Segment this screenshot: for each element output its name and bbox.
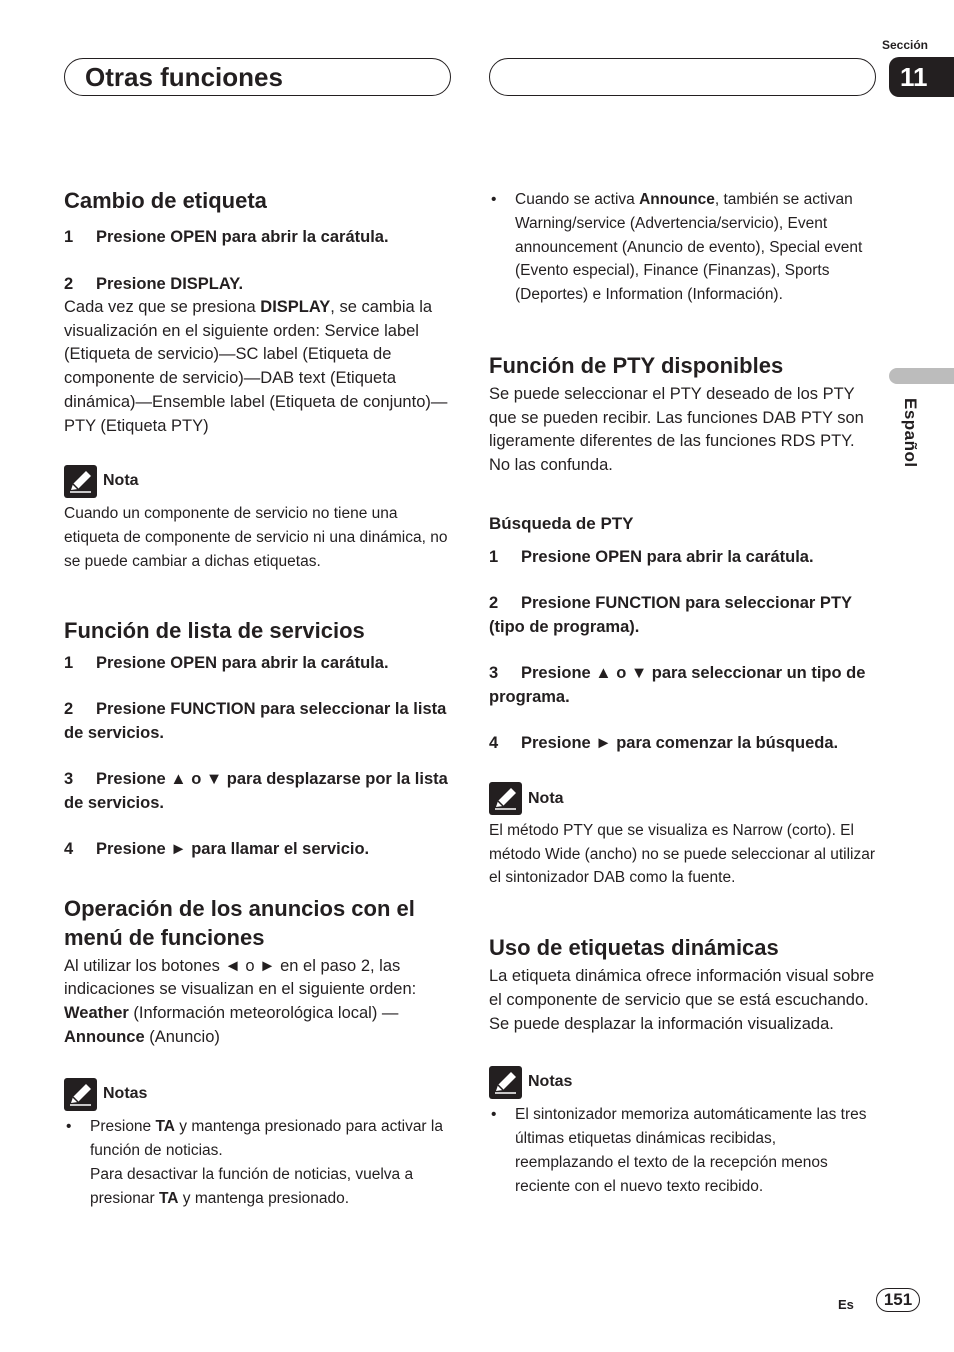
body-text: Al utilizar los botones ◄ o ► en el paso 2, las indicaciones se visualizan en el siguiente orden: [64,956,417,999]
step-1: 1 Presione OPEN para abrir la carátula. [489,547,814,566]
section-label: Sección [881,38,928,52]
right-column [489,188,877,1198]
subheading-busqueda-pty: Búsqueda de PTY [489,513,634,533]
note-text: Cuando un componente de servicio no tiene una etiqueta de componente de servicio ni una dinámica, no se puede cambiar a dichas etiquetas. [64,505,448,570]
footer-language: Es [838,1297,854,1312]
step-4: 4 Presione ► para llamar el servicio. [64,840,370,859]
order-text: Weather (Información meteorológica local) —Announce (Anuncio) [64,1004,399,1046]
note-label: Nota [528,789,564,807]
page-number: 151 [876,1288,920,1312]
body-text: Se puede seleccionar el PTY deseado de los PTY que se pueden recibir. Las funciones DAB PTY son ligeramente diferentes de las funciones RDS PTY. No las confunda. [489,384,864,475]
note-header [64,464,452,498]
note-pencil-icon [64,465,97,498]
heading-pty-disponibles: Función de PTY disponibles [489,352,784,378]
list-item: • Presione TA y mantenga presionado para activar la función de noticias. Para desactivar la función de noticias, vuelva a presionar TA y mantenga presionado. [66,1118,443,1207]
language-label: Español [901,398,920,468]
step-3: 3 Presione ▲ o ▼ para seleccionar un tipo de programa. [489,664,866,706]
list-item: • El sintonizador memoriza automáticamente las tres últimas etiquetas dinámicas recibidas, reemplazando el texto de la recepción menos reciente con el nuevo texto recibido. [491,1106,867,1195]
body-text: Cada vez que se presiona DISPLAY, se cambia la visualización en el siguiente orden: Service label (Etiqueta de servicio)—SC label (Etiqueta de componente de servicio)—DAB text (Etiqueta dinámica)—Ensemble label (Etiqueta de conjunto)—PTY (Etiqueta PTY) [64,298,448,435]
note-text: El método PTY que se visualiza es Narrow (corto). El método Wide (ancho) no se puede seleccionar al utilizar el sintonizador DAB como la fuente. [489,821,875,887]
heading-operacion-anuncios: Operación de los anuncios con el menú de funciones [64,895,415,950]
heading-etiquetas-dinamicas: Uso de etiquetas dinámicas [489,935,779,961]
step-1: 1 Presione OPEN para abrir la carátula. [64,653,389,672]
note-pencil-icon [489,782,522,815]
step-4: 4 Presione ► para comenzar la búsqueda. [489,734,839,753]
note-label: Nota [103,472,139,490]
note-header [489,782,877,816]
heading-cambio-etiqueta: Cambio de etiqueta [64,188,267,213]
note-pencil-icon [489,1066,522,1099]
left-column [64,186,452,1211]
section-number: 11 [889,57,954,97]
step-2: 2 Presione FUNCTION para seleccionar la lista de servicios. [64,700,447,742]
notes-header [489,1065,877,1099]
notes-label: Notas [528,1073,573,1091]
note-pencil-icon [64,1078,97,1111]
step-2: 2 Presione DISPLAY. [64,274,244,293]
header-blank-frame [489,58,876,96]
heading-lista-servicios: Función de lista de servicios [64,617,365,643]
step-3: 3 Presione ▲ o ▼ para desplazarse por la lista de servicios. [64,770,448,812]
step-2: 2 Presione FUNCTION para seleccionar PTY (tipo de programa). [489,594,852,636]
language-tab [889,368,954,384]
page-title: Otras funciones [85,62,283,92]
notes-label: Notas [103,1085,148,1103]
list-item: • Cuando se activa Announce, también se activan Warning/service (Advertencia/servicio), Event announcement (Anuncio de evento), Special event (Evento especial), Finance (Finanzas), Sports (Deportes) e Information (Información). [491,191,863,304]
body-text: La etiqueta dinámica ofrece información visual sobre el componente de servicio que se está escuchando. Se puede desplazar la información visualizada. [489,967,875,1033]
notes-header [64,1077,452,1111]
step-1: 1 Presione OPEN para abrir la carátula. [64,228,389,246]
